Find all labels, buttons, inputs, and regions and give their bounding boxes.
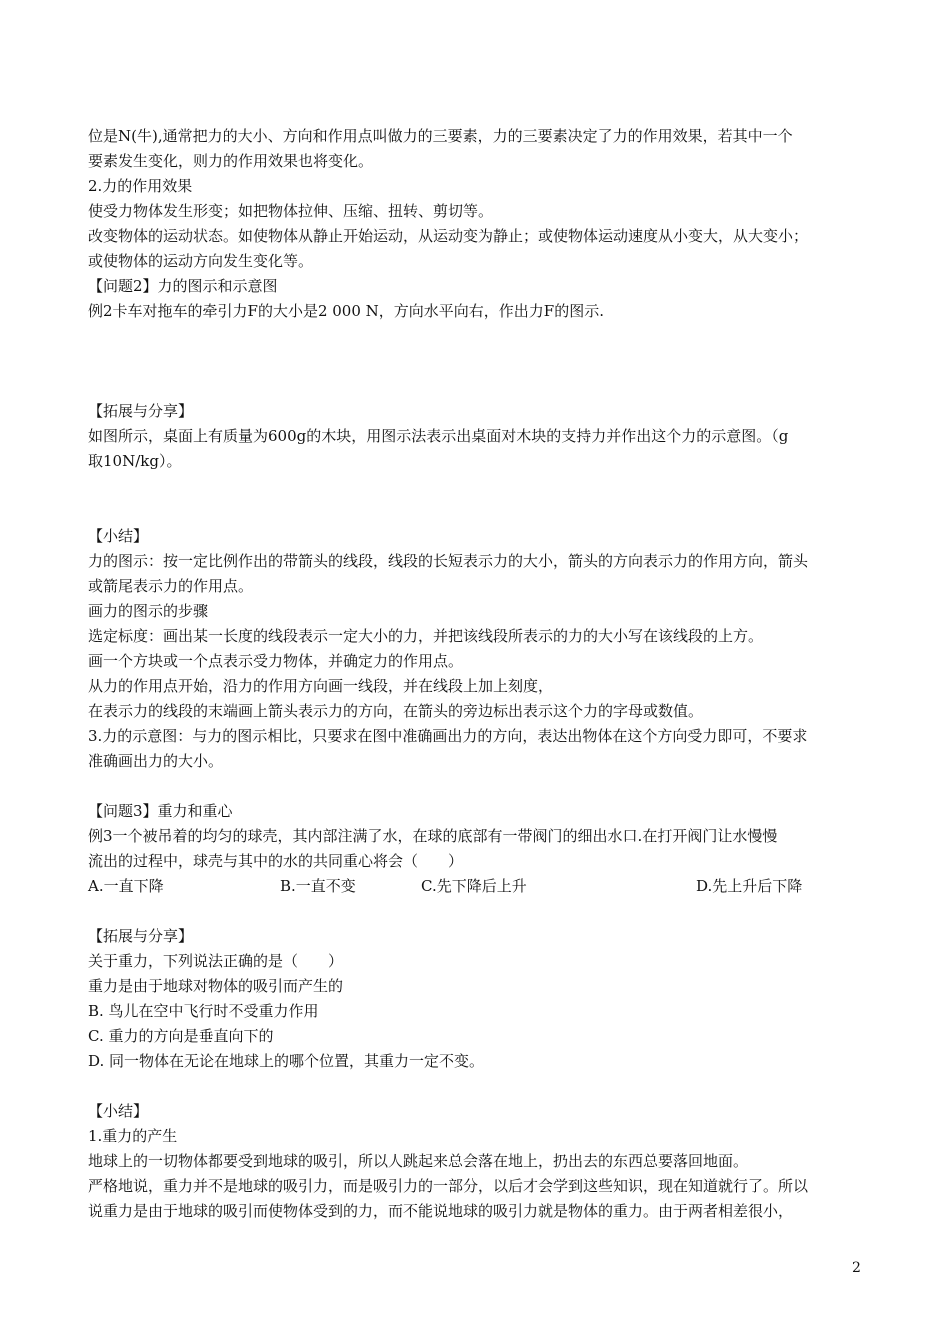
text-line: 或箭尾表示力的作用点。: [88, 577, 254, 595]
text-line: 从力的作用点开始，沿力的作用方向画一线段，并在线段上加上刻度，: [88, 677, 554, 695]
text-line: 要素发生变化，则力的作用效果也将变化。: [88, 152, 374, 170]
example-text: 例2卡车对拖车的牵引力F的大小是2 000 N，方向水平向右，作出力F的图示.: [88, 302, 604, 320]
text-line: 地球上的一切物体都要受到地球的吸引，所以人跳起来总会落在地上，扔出去的东西总要落回地面。: [88, 1152, 749, 1170]
answer-space: [88, 324, 868, 399]
extension-heading: 【拓展与分享】: [88, 927, 194, 945]
option-a: A.一直下降: [88, 877, 164, 895]
choice-line: C. 重力的方向是垂直向下的: [88, 1027, 274, 1045]
question-heading: 【问题2】力的图示和示意图: [88, 277, 278, 295]
text-line: 关于重力，下列说法正确的是（ ）: [88, 952, 344, 970]
spacer: [88, 774, 868, 799]
text-line: 位是N(牛),通常把力的大小、方向和作用点叫做力的三要素，力的三要素决定了力的作用效果，若其中一个: [88, 127, 793, 145]
answer-options: [88, 874, 868, 899]
text-line: 力的图示：按一定比例作出的带箭头的线段，线段的长短表示力的大小，箭头的方向表示力的作用方向，箭头: [88, 552, 809, 570]
choice-line: 重力是由于地球对物体的吸引而产生的: [88, 977, 344, 995]
document-body: [88, 124, 868, 1224]
spacer: [88, 899, 868, 924]
summary-heading: 【小结】: [88, 1102, 149, 1120]
text-line: 改变物体的运动状态。如使物体从静止开始运动，从运动变为静止；或使物体运动速度从小变大，从大变小；: [88, 227, 809, 245]
option-b: B.一直不变: [280, 877, 356, 895]
answer-space: [88, 474, 868, 524]
text-line: 选定标度：画出某一长度的线段表示一定大小的力，并把该线段所表示的力的大小写在该线段的上方。: [88, 627, 764, 645]
choice-line: B. 鸟儿在空中飞行时不受重力作用: [88, 1002, 319, 1020]
example-text: 流出的过程中，球壳与其中的水的共同重心将会（ ）: [88, 852, 464, 870]
question-heading: 【问题3】重力和重心: [88, 802, 233, 820]
section-heading: 1.重力的产生: [88, 1127, 178, 1145]
text-line: 画力的图示的步骤: [88, 602, 209, 620]
text-line: 严格地说，重力并不是地球的吸引力，而是吸引力的一部分，以后才会学到这些知识，现在知道就行了。所以: [88, 1177, 809, 1195]
text-line: 取10N/kg）。: [88, 452, 182, 470]
spacer: [88, 1074, 868, 1099]
text-line: 准确画出力的大小。: [88, 752, 224, 770]
text-line: 使受力物体发生形变；如把物体拉伸、压缩、扭转、剪切等。: [88, 202, 494, 220]
text-line: 说重力是由于地球的吸引而使物体受到的力，而不能说地球的吸引力就是物体的重力。由于两者相差很小，: [88, 1202, 794, 1220]
choice-line: D. 同一物体在无论在地球上的哪个位置，其重力一定不变。: [88, 1052, 485, 1070]
text-line: 如图所示，桌面上有质量为600g的木块，用图示法表示出桌面对木块的支持力并作出这个力的示意图。（g: [88, 427, 789, 445]
option-c: C.先下降后上升: [421, 877, 527, 895]
text-line: 或使物体的运动方向发生变化等。: [88, 252, 314, 270]
text-line: 3.力的示意图：与力的图示相比，只要求在图中准确画出力的方向，表达出物体在这个方向受力即可，不要求: [88, 727, 808, 745]
extension-heading: 【拓展与分享】: [88, 402, 194, 420]
section-heading: 2.力的作用效果: [88, 177, 193, 195]
summary-heading: 【小结】: [88, 527, 149, 545]
text-line: 画一个方块或一个点表示受力物体，并确定力的作用点。: [88, 652, 464, 670]
option-d: D.先上升后下降: [696, 877, 803, 895]
example-text: 例3一个被吊着的均匀的球壳，其内部注满了水，在球的底部有一带阀门的细出水口.在打开阀门让水慢慢: [88, 827, 778, 845]
text-line: 在表示力的线段的末端画上箭头表示力的方向，在箭头的旁边标出表示这个力的字母或数值。: [88, 702, 704, 720]
page-number: 2: [852, 1260, 861, 1276]
